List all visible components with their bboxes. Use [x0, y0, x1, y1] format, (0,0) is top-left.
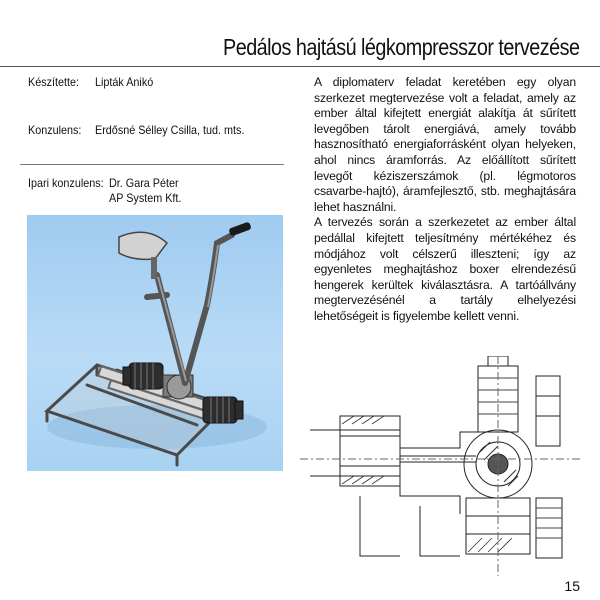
page-title: Pedálos hajtású légkompresszor tervezése — [223, 34, 580, 60]
consultant-label: Konzulens: — [28, 123, 82, 137]
industrial-consultant-value: Dr. Gara Péter — [109, 176, 179, 190]
meta-divider — [20, 164, 284, 165]
author-value: Lipták Anikó — [95, 75, 154, 89]
pedal-compressor-render-icon — [27, 215, 283, 471]
industrial-consultant-org: AP System Kft. — [109, 191, 182, 205]
compressor-section-drawing-icon — [300, 356, 582, 576]
pedal-compressor-render — [27, 215, 283, 471]
consultant-value: Erdősné Sélley Csilla, tud. mts. — [95, 123, 245, 137]
body-paragraph-2: A tervezés során a szerkezetet az ember által pedállal kifejtett teljesítmény mértékéhez és módjához volt célszerű illeszteni; így az egyenletes meghajtáshoz boxer elrendezésű hengerek kerültek kiválasztásra. A tartóállvány megtervezésénél a tartály elhelyezési lehetőségeit is figyelembe kellett venni. — [314, 215, 576, 323]
body-text — [314, 75, 576, 325]
compressor-section-drawing — [300, 356, 582, 576]
page-number: 15 — [564, 578, 580, 594]
title-divider — [0, 66, 600, 67]
author-label: Készítette: — [28, 75, 80, 89]
industrial-consultant-label: Ipari konzulens: — [28, 176, 104, 190]
body-paragraph-1: A diplomaterv feladat keretében egy olyan szerkezet megtervezése volt a feladat, amely az ember által kifejtett energiát alakítja át sűrített levegőben tárolt energiává, amely tovább hasznosítható energiaforrásként olyan helyeken, ahol nincs áramforrás. Az előállított sűrített levegőt kéziszerszámok (pl. légmotoros csavarbe-hajtó), áramfejlesztő, stb. meghajtására lehet használni. — [314, 75, 576, 214]
